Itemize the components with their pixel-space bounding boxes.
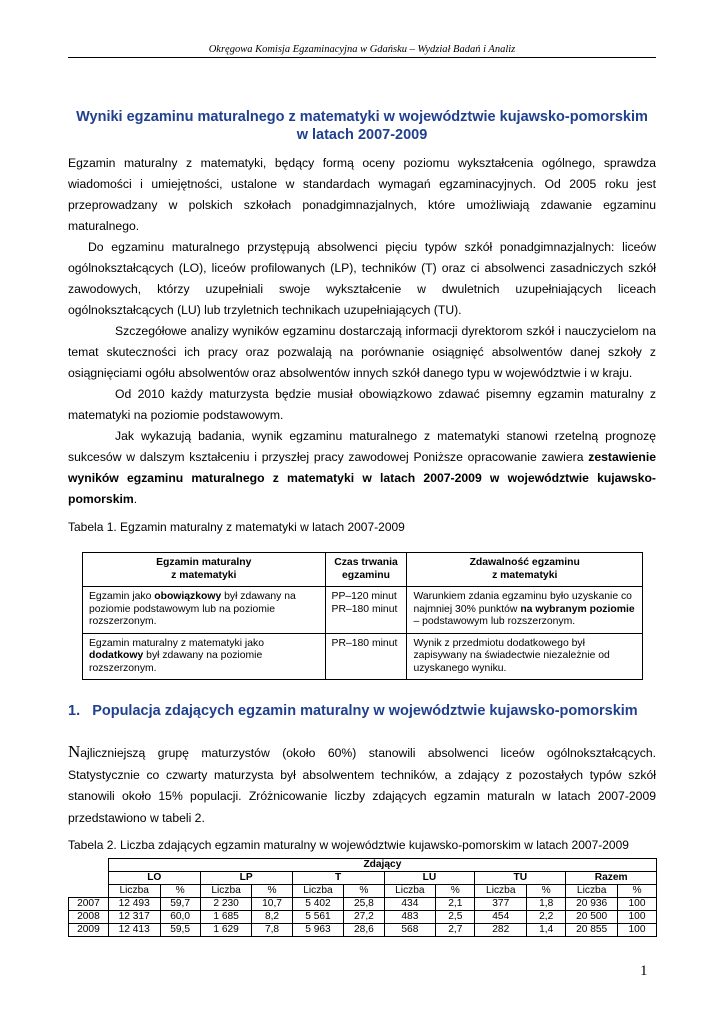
table-1-cell: Wynik z przedmiotu dodatkowego był zapisywany na świadectwie niezależnie od uzyskanego wyniku. (407, 633, 643, 680)
table-2-cell: 282 (475, 924, 527, 937)
table-2-row (69, 911, 657, 924)
table-2-subheader: Liczba (566, 885, 618, 898)
table-2-subheader-row (69, 885, 657, 898)
table-2-year-cell: 2007 (69, 898, 109, 911)
table-2-cell: 1,4 (527, 924, 566, 937)
table-1-cell (407, 587, 643, 634)
intro-text (68, 153, 656, 510)
table-2-subheader: % (344, 885, 384, 898)
table-2-row (69, 924, 657, 937)
header-text: z matematyki (171, 569, 237, 581)
table-1-cell (83, 587, 326, 634)
table-2-cell: 7,8 (252, 924, 292, 937)
paragraph-4: Od 2010 każdy maturzysta będzie musiał obowiązkowo zdawać pisemny egzamin maturalny z matematyki na poziomie podstawowym. (68, 387, 656, 422)
dropcap-letter: N (68, 742, 81, 761)
table-2-group-header: LP (200, 872, 292, 885)
table-2-cell: 10,7 (252, 898, 292, 911)
table-2-year-cell: 2009 (69, 924, 109, 937)
cell-text: Egzamin jako (89, 591, 155, 602)
paragraph-5-end: . (133, 492, 138, 506)
section-1-heading (68, 703, 656, 719)
table-2-group-header: LO (108, 872, 200, 885)
table-1-row (83, 633, 643, 680)
section-title: Populacja zdających egzamin maturalny w województwie kujawsko-pomorskim (92, 703, 638, 719)
table-1-header-cell (325, 553, 407, 587)
table-2-cell: 1,8 (527, 898, 566, 911)
table-1-header-cell (407, 553, 643, 587)
paragraph-3: Szczegółowe analizy wyników egzaminu dostarczają informacji dyrektorom szkół i nauczycielom na temat skuteczności ich pracy oraz pozwalają na porównanie osiągnięć absolwentów danej szkoły z osiągnięciami ogółu absolwentów oraz absolwentów innych szkół danego typu w województwie i w kraju. (68, 324, 656, 380)
table-2-cell: 5 963 (292, 924, 344, 937)
table-2-cell: 5 402 (292, 898, 344, 911)
cell-text: PP–120 minut (331, 591, 397, 602)
table-1-caption: Tabela 1. Egzamin maturalny z matematyki w latach 2007-2009 (68, 520, 405, 534)
cell-text-bold: obowiązkowy (154, 591, 222, 602)
table-2-group-header: Razem (566, 872, 657, 885)
table-2-subheader: % (527, 885, 566, 898)
table-2-cell: 454 (475, 911, 527, 924)
section-1-paragraph-text: ajliczniejszą grupę maturzystów (około 60%) stanowili absolwenci liceów ogólnokształcących. Statystycznie co czwarty maturzysta był absolwentem techników, a zdający z pozostałych typów szkół stanowili około 15% populacji. Zróżnicowanie liczby zdających egzamin maturaln w latach 2007-2009 przedstawiono w tabeli 2. (68, 746, 656, 825)
paragraph-2: Do egzaminu maturalnego przystępują absolwenci pięciu typów szkół ponadgimnazjalnych: liceów ogólnokształcących (LO), liceów profilowanych (LP), techników (T) oraz ci absolwenci zasadniczych szkół zawodowych, którzy uzupełniali swoje wykształcenie w dwuletnich uzupełniających liceach ogólnokształcących (LU) lub trzyletnich technikach uzupełniających (TU). (68, 240, 656, 317)
table-2-group-header: LU (384, 872, 475, 885)
table-2-cell: 25,8 (344, 898, 384, 911)
title-line-2: w latach 2007-2009 (296, 127, 428, 143)
table-2-cell: 20 936 (566, 898, 618, 911)
table-2-subheader: % (160, 885, 200, 898)
table-1-cell (325, 587, 407, 634)
table-2-cell: 8,2 (252, 911, 292, 924)
table-2-subheader: Liczba (475, 885, 527, 898)
table-2-year-cell: 2008 (69, 911, 109, 924)
empty-cell (69, 859, 109, 872)
header-rule (68, 57, 656, 58)
table-1-header-cell (83, 553, 326, 587)
table-2-top-header-row (69, 859, 657, 872)
header-text: Zdawalność egzaminu (469, 557, 580, 568)
document-title (68, 108, 656, 144)
table-2-subheader: % (618, 885, 657, 898)
table-2-top-header: Zdający (108, 859, 656, 872)
table-2-group-header: TU (475, 872, 566, 885)
header-text: egzaminu (342, 569, 390, 581)
cell-text-bold: dodatkowy (89, 650, 144, 661)
paragraph-5 (68, 426, 656, 510)
table-2-group-header: T (292, 872, 384, 885)
table-1-row (83, 587, 643, 634)
table-2-cell: 27,2 (344, 911, 384, 924)
table-2-subheader: Liczba (200, 885, 252, 898)
table-2-subheader: Liczba (292, 885, 344, 898)
table-2-row (69, 898, 657, 911)
table-2-subheader: Liczba (384, 885, 436, 898)
table-2-group-row (69, 872, 657, 885)
paragraph-5-start: Jak wykazują badania, wynik egzaminu maturalnego z matematyki stanowi rzetelną prognozę sukcesów w dalszym kształceniu i przyszłej pracy zawodowej Poniższe opracowanie zawiera (68, 429, 656, 464)
cell-text: Egzamin maturalny z matematyki jako (89, 637, 264, 649)
paragraph-5-bold: zestawienie wyników egzaminu maturalnego z matematyki w latach 2007-2009 w województwie kujawsko-pomorskim (68, 450, 656, 506)
table-2-cell: 2 230 (200, 898, 252, 911)
table-2-cell: 2,7 (436, 924, 475, 937)
table-2-subheader: % (436, 885, 475, 898)
empty-cell (69, 872, 109, 885)
table-2-cell: 100 (618, 898, 657, 911)
table-2-cell: 12 493 (108, 898, 160, 911)
section-number: 1. (68, 703, 81, 719)
section-1-paragraph (68, 741, 656, 829)
table-2-cell: 568 (384, 924, 436, 937)
header-text: z matematyki (492, 569, 558, 581)
header-text: Egzamin maturalny (156, 557, 252, 568)
table-2-cell: 20 855 (566, 924, 618, 937)
table-2-cell: 5 561 (292, 911, 344, 924)
cell-text: Warunkiem zdania egzaminu było uzyskanie co najmniej 30% punktów (413, 591, 632, 615)
table-2-cell: 60,0 (160, 911, 200, 924)
cell-text-bold: na wybranym poziomie (520, 603, 635, 615)
table-2-subheader: Liczba (108, 885, 160, 898)
table-2-cell: 483 (384, 911, 436, 924)
table-2-cell: 1 629 (200, 924, 252, 937)
header-text: Czas trwania (334, 557, 398, 568)
table-2-caption: Tabela 2. Liczba zdających egzamin maturalny w województwie kujawsko-pomorskim w latach 2007-2009 (68, 838, 629, 852)
page-number: 1 (640, 963, 648, 979)
table-2-cell: 100 (618, 924, 657, 937)
table-2-cell: 28,6 (344, 924, 384, 937)
table-1 (82, 552, 643, 680)
table-2-cell: 2,2 (527, 911, 566, 924)
cell-text: był zdawany na poziomie rozszerzonym. (89, 650, 263, 674)
table-2-cell: 20 500 (566, 911, 618, 924)
table-1-header-row (83, 553, 643, 587)
table-2-cell: 1 685 (200, 911, 252, 924)
page-header: Okręgowa Komisja Egzaminacyjna w Gdańsku – Wydział Badań i Analiz (208, 44, 516, 55)
table-2-cell: 2,1 (436, 898, 475, 911)
table-2-cell: 434 (384, 898, 436, 911)
section-1-text (68, 741, 656, 829)
table-2-cell: 377 (475, 898, 527, 911)
table-2-cell: 59,7 (160, 898, 200, 911)
cell-text: – podstawowym lub rozszerzonym. (413, 616, 576, 627)
table-2-cell: 100 (618, 911, 657, 924)
table-2-cell: 12 317 (108, 911, 160, 924)
empty-cell (69, 885, 109, 898)
table-2-cell: 59,5 (160, 924, 200, 937)
cell-text: był zdawany na poziomie podstawowym lub na poziomie rozszerzonym. (89, 591, 296, 627)
table-1-cell: PR–180 minut (325, 633, 407, 680)
cell-text: PR–180 minut (331, 603, 398, 615)
table-2-subheader: % (252, 885, 292, 898)
paragraph-1: Egzamin maturalny z matematyki, będący formą oceny poziomu wykształcenia ogólnego, sprawdza wiadomości i umiejętności, ustalone w standardach wymagań egzaminacyjnych. Od 2005 roku jest przeprowadzany w polskich szkołach ponadgimnazjalnych, które umożliwiają zdawanie egzaminu maturalnego. (68, 156, 656, 233)
table-1-cell (83, 633, 326, 680)
table-2-cell: 2,5 (436, 911, 475, 924)
table-2 (68, 858, 657, 937)
table-2-cell: 12 413 (108, 924, 160, 937)
title-line-1: Wyniki egzaminu maturalnego z matematyki w województwie kujawsko-pomorskim (76, 109, 648, 125)
